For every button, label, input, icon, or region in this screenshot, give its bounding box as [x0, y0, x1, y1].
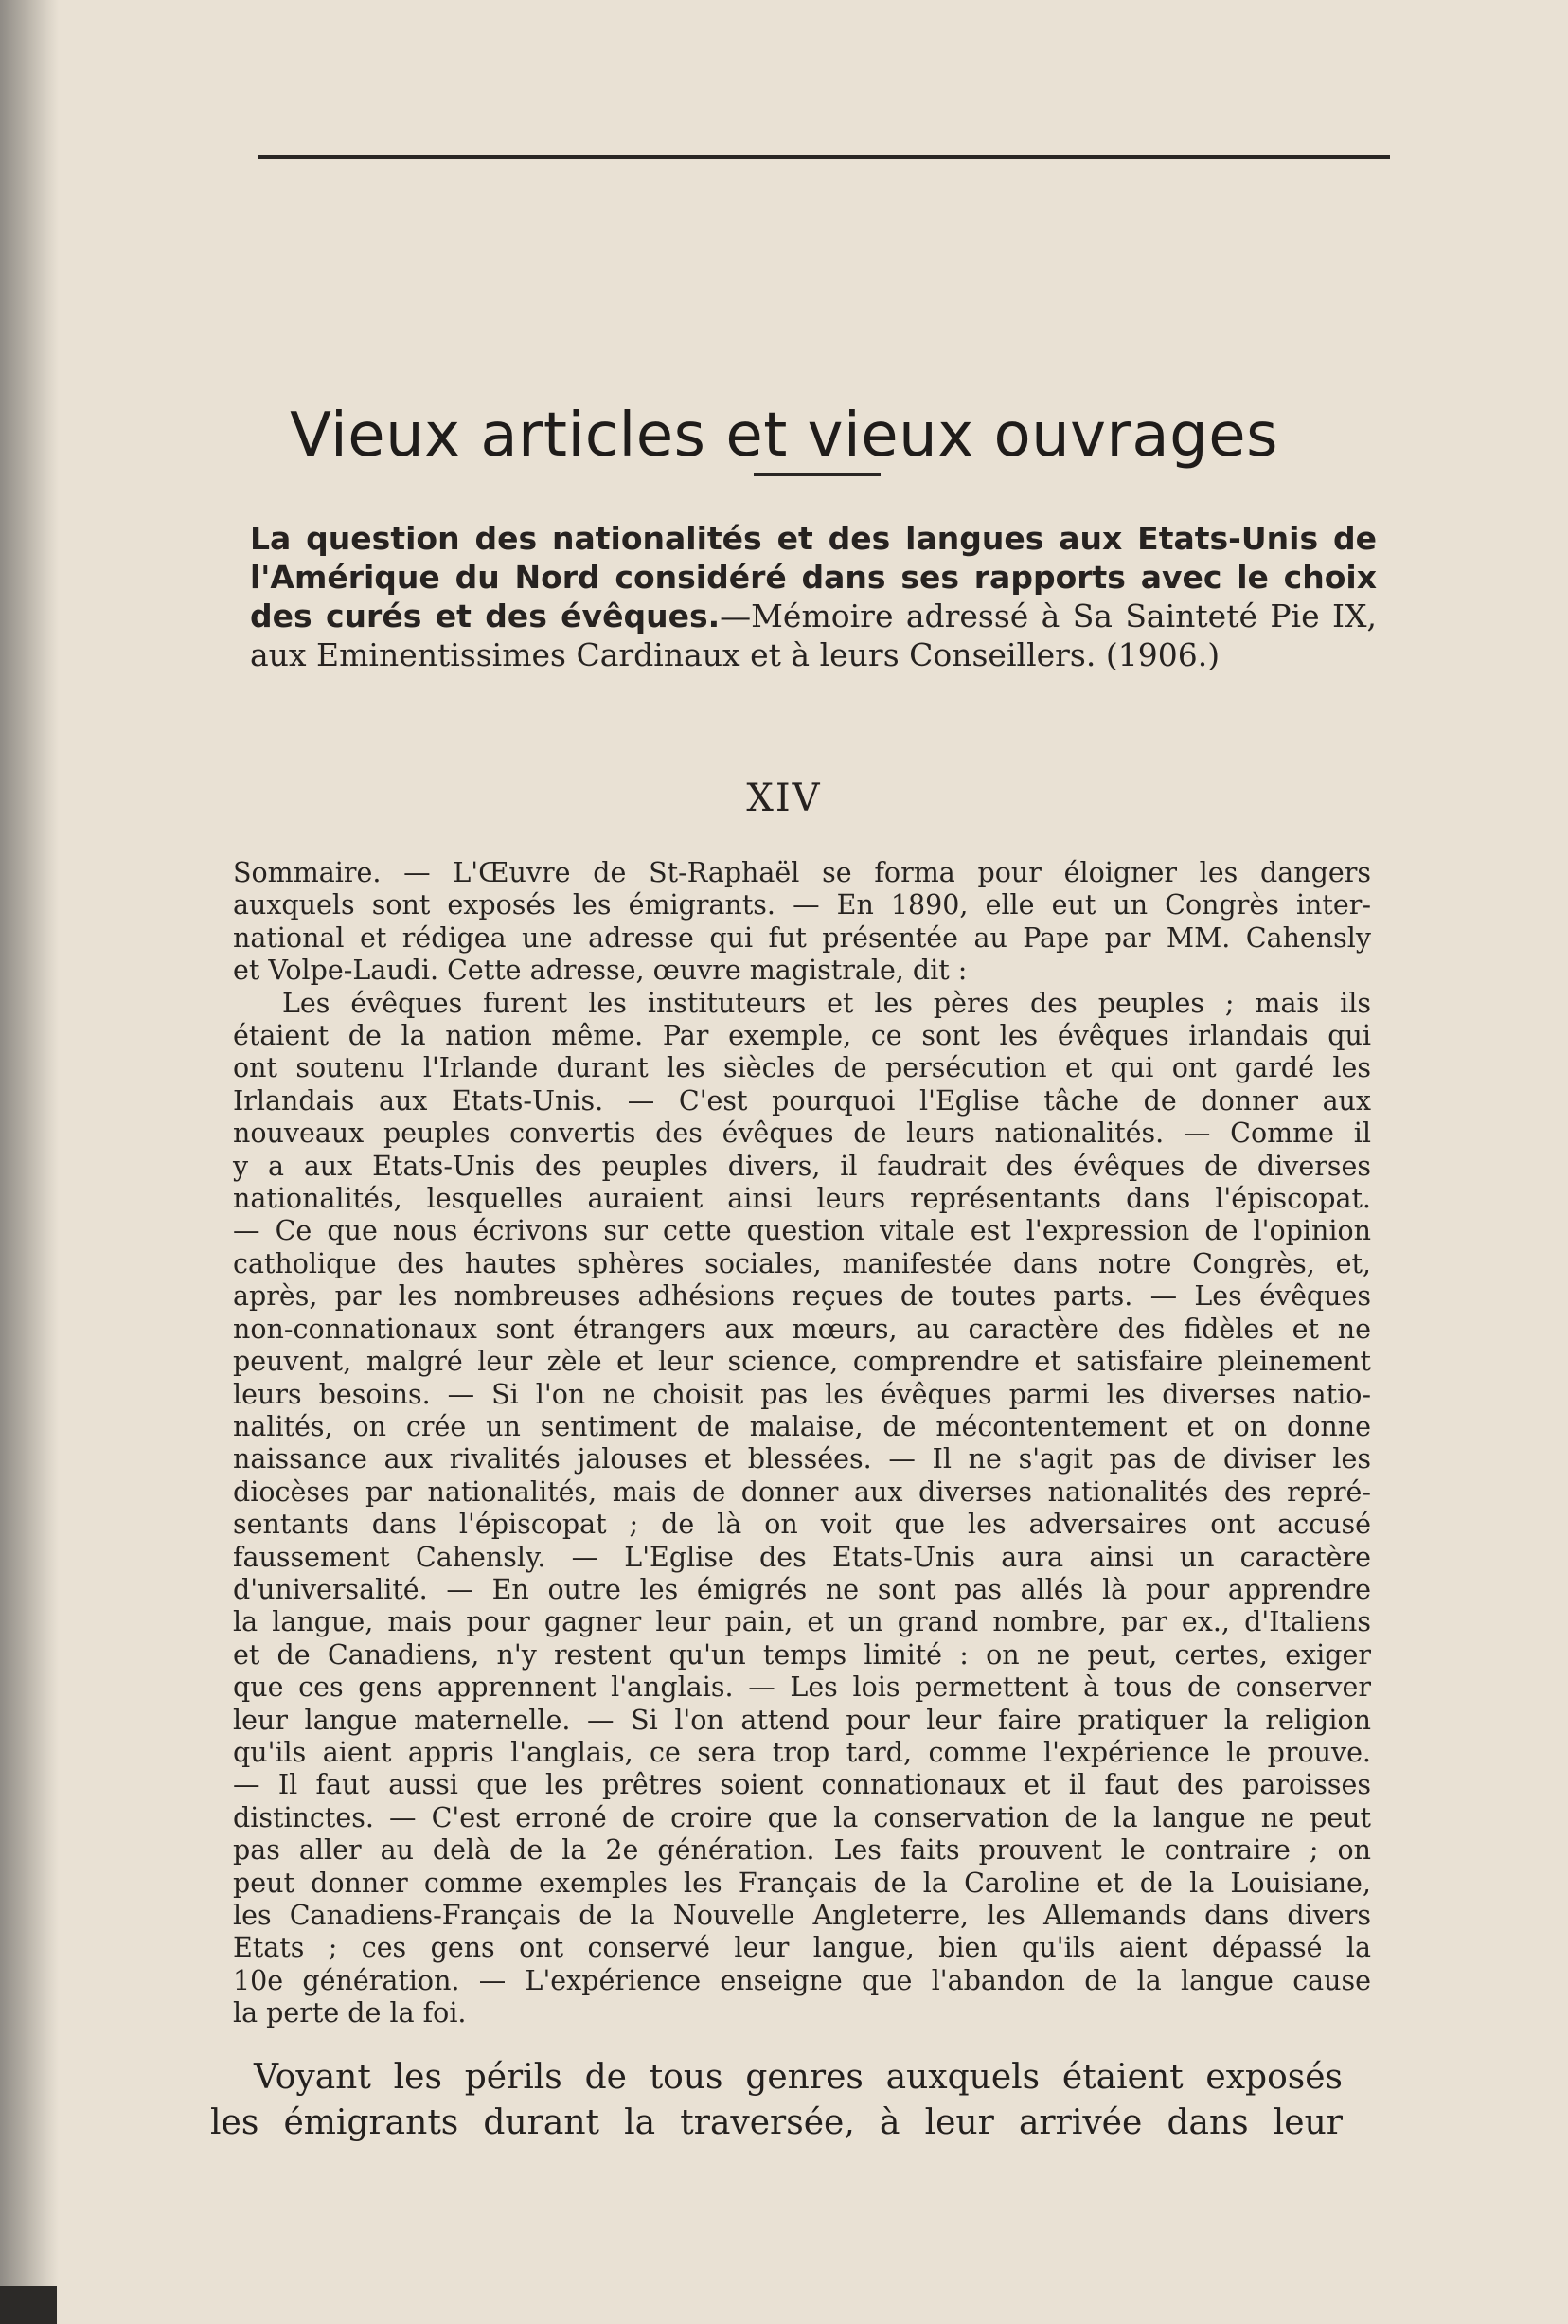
summary-line: national et rédigea une adresse qui fut présentée au Pape par MM. Cahensly — [233, 921, 1371, 954]
summary-line: diocèses par nationalités, mais de donner aux diverses nationalités des repré- — [233, 1475, 1371, 1508]
summary-line: sentants dans l'épiscopat ; de là on voit que les adversaires ont accusé — [233, 1509, 1371, 1541]
summary-line: ont soutenu l'Irlande durant les siècles de persécution et qui ont gardé les — [233, 1052, 1371, 1084]
summary-line: peut donner comme exemples les Français de la Caroline et de la Louisiane, — [233, 1867, 1371, 1899]
summary-line: peuvent, malgré leur zèle et leur science, comprendre et satisfaire pleinement — [233, 1346, 1371, 1378]
summary-line: d'universalité. — En outre les émigrés ne sont pas allés là pour apprendre — [233, 1573, 1371, 1605]
summary-line: Etats ; ces gens ont conservé leur langue, bien qu'ils aient dépassé la — [233, 1932, 1371, 1964]
summary-line: Les évêques furent les instituteurs et les pères des peuples ; mais ils — [282, 987, 1371, 1019]
article-intro — [250, 519, 1377, 674]
summary-line: distinctes. — C'est erroné de croire que la conservation de la langue ne peut — [233, 1801, 1371, 1833]
intro-bold-title: La question des nationalités et des langues aux Etats-Unis de l'Amérique du Nord considéré dans ses rapports avec le choix des curés et des évêques. — [250, 520, 1377, 635]
summary-line: et de Canadiens, n'y restent qu'un temps limité : on ne peut, certes, exiger — [233, 1638, 1371, 1671]
summary-line: qu'ils aient appris l'anglais, ce sera trop tard, comme l'expérience le prouve. — [233, 1736, 1371, 1768]
summary-line: 10e génération. — L'expérience enseigne que l'abandon de la langue cause — [233, 1964, 1371, 1996]
summary-line: la langue, mais pour gagner leur pain, et un grand nombre, par ex., d'Italiens — [233, 1606, 1371, 1638]
summary-line: nalités, on crée un sentiment de malaise, de mécontentement et on donne — [233, 1410, 1371, 1442]
summary-line: étaient de la nation même. Par exemple, ce sont les évêques irlandais qui — [233, 1020, 1371, 1052]
summary-line: les Canadiens-Français de la Nouvelle Angleterre, les Allemands dans divers — [233, 1900, 1371, 1931]
header-rule — [258, 155, 1390, 159]
summary-line: leur langue maternelle. — Si l'on attend pour leur faire pratiquer la religion — [233, 1704, 1371, 1736]
summary-line: Irlandais aux Etats-Unis. — C'est pourquoi l'Eglise tâche de donner aux — [233, 1084, 1371, 1117]
body-line: les émigrants durant la traversée, à leur arrivée dans leur — [210, 2103, 1343, 2142]
summary-line: après, par les nombreuses adhésions reçues de toutes parts. — Les évêques — [233, 1280, 1371, 1313]
summary-line: faussement Cahensly. — L'Eglise des Etats-Unis aura ainsi un caractère — [233, 1541, 1371, 1573]
section-number: XIV — [746, 777, 822, 820]
page-title: Vieux articles et vieux ouvrages — [290, 400, 1278, 471]
summary-line: — Ce que nous écrivons sur cette question vitale est l'expression de l'opinion — [233, 1215, 1371, 1247]
summary-line: et Volpe-Laudi. Cette adresse, œuvre magistrale, dit : — [233, 955, 968, 987]
body-paragraph — [210, 2055, 1343, 2146]
title-underline — [754, 473, 881, 476]
summary-line: pas aller au delà de la 2e génération. Les faits prouvent le contraire ; on — [233, 1834, 1371, 1867]
summary-line: leurs besoins. — Si l'on ne choisit pas les évêques parmi les diverses natio- — [233, 1378, 1371, 1410]
body-line: Voyant les périls de tous genres auxquels étaient exposés — [254, 2058, 1343, 2097]
summary-paragraph — [233, 857, 1371, 2030]
summary-line: nationalités, lesquelles auraient ainsi leurs représentants dans l'épiscopat. — [233, 1183, 1371, 1215]
summary-line: — Il faut aussi que les prêtres soient connationaux et il faut des paroisses — [233, 1769, 1371, 1801]
summary-line: y a aux Etats-Unis des peuples divers, il faudrait des évêques de diverses — [233, 1150, 1371, 1182]
summary-line: nouveaux peuples convertis des évêques de leurs nationalités. — Comme il — [233, 1117, 1371, 1150]
summary-line: catholique des hautes sphères sociales, manifestée dans notre Congrès, et, — [233, 1247, 1371, 1279]
summary-line: Sommaire. — L'Œuvre de St-Raphaël se forma pour éloigner les dangers — [233, 857, 1371, 888]
summary-line: non-connationaux sont étrangers aux mœurs, au caractère des fidèles et ne — [233, 1313, 1371, 1345]
summary-line: auxquels sont exposés les émigrants. — En 1890, elle eut un Congrès inter- — [233, 889, 1371, 921]
summary-line: la perte de la foi. — [233, 1997, 467, 2029]
summary-line: naissance aux rivalités jalouses et blessées. — Il ne s'agit pas de diviser les — [233, 1443, 1371, 1475]
intro-description: —Mémoire adressé à Sa Sainteté Pie IX, aux Eminentissimes Cardinaux et à leurs Conseillers. (1906.) — [250, 598, 1377, 673]
summary-line: que ces gens apprennent l'anglais. — Les lois permettent à tous de conserver — [233, 1671, 1371, 1704]
